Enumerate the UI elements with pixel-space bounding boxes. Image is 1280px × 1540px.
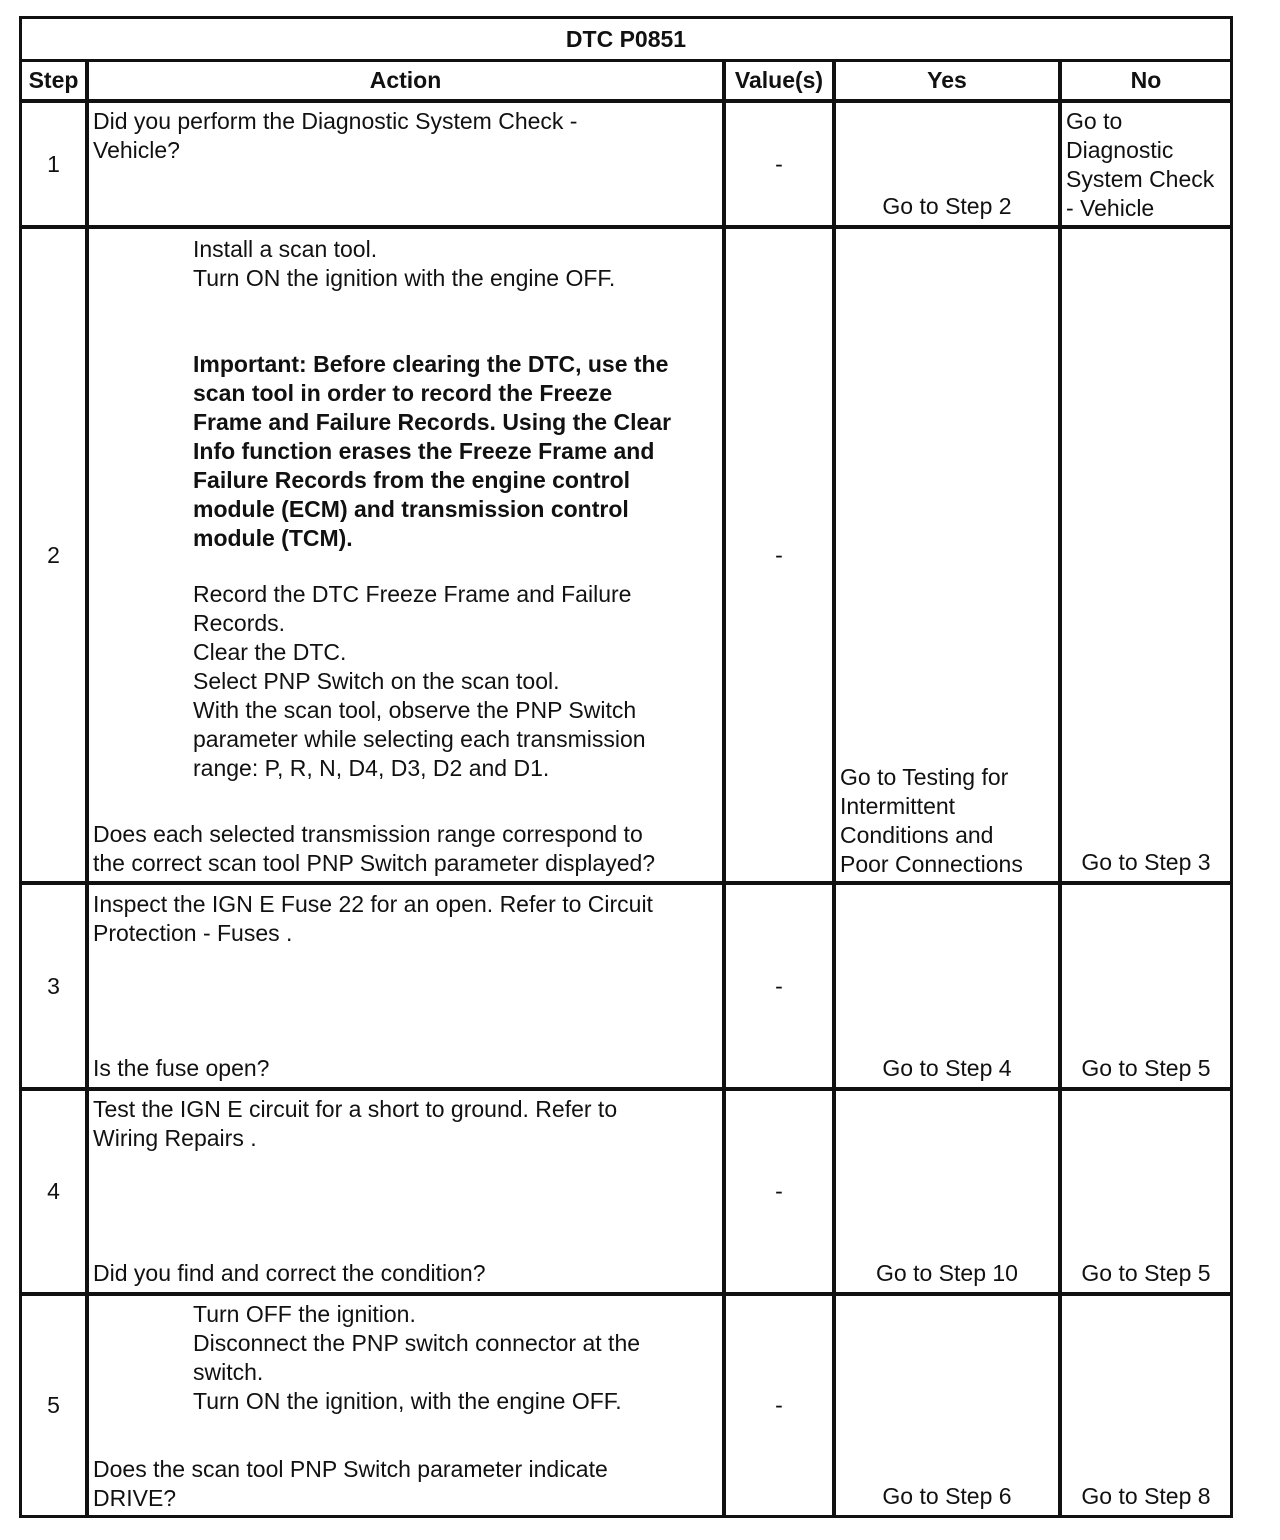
question-text: Did you find and correct the condition? — [93, 1260, 486, 1286]
yes-cell: Go to Step 2 — [882, 193, 1012, 219]
diagnostic-table — [19, 16, 1233, 1518]
step-number: 5 — [47, 1392, 60, 1418]
header-values: Value(s) — [734, 67, 824, 93]
question-text: Does each selected transmission range correspond to the correct scan tool PNP Switch parameter displayed? — [93, 821, 656, 876]
step-number: 3 — [47, 972, 60, 999]
action-steps: Turn OFF the ignition. Disconnect the PNP switch connector at the switch. Turn ON the ignition, with the engine OFF. — [193, 1301, 641, 1414]
yes-cell: Go to Step 10 — [876, 1260, 1018, 1286]
yes-cell: Go to Testing for Intermittent Conditions and Poor Connections — [840, 764, 1023, 877]
yes-cell: Go to Step 4 — [882, 1055, 1012, 1081]
header-yes: Yes — [927, 67, 967, 93]
yes-cell: Go to Step 6 — [882, 1483, 1012, 1509]
step-number: 2 — [47, 541, 60, 568]
value-cell: - — [775, 972, 783, 999]
no-cell: Go to Step 5 — [1081, 1055, 1211, 1081]
action-steps: Install a scan tool. Turn ON the ignition with the engine OFF. — [193, 236, 616, 291]
value-cell: - — [775, 1392, 783, 1418]
rule — [85, 60, 89, 1515]
important-note: Important: Before clearing the DTC, use the scan tool in order to record the Freeze Frame and Failure Records. Using the Clear Info function erases the Freeze Frame and Failure Records from the engine control module (ECM) and transmission control module (TCM). — [193, 351, 672, 551]
table-title: DTC P0851 — [565, 25, 687, 52]
step-number: 4 — [47, 1178, 60, 1204]
question-text: Is the fuse open? — [93, 1055, 270, 1081]
action-steps: Record the DTC Freeze Frame and Failure Records. Clear the DTC. Select PNP Switch on the scan tool. With the scan tool, observe the PNP Switch parameter while selecting each transmission range: P, R, N, D4, D3, D2 and D1. — [193, 581, 646, 781]
no-cell: Go to Step 3 — [1081, 849, 1211, 875]
value-cell: - — [775, 541, 783, 568]
rule — [22, 225, 1230, 229]
action-text: Did you perform the Diagnostic System Check - Vehicle? — [93, 108, 578, 163]
header-no: No — [1130, 67, 1162, 93]
action-text: Test the IGN E circuit for a short to ground. Refer to Wiring Repairs . — [93, 1096, 618, 1151]
value-cell: - — [775, 1178, 783, 1204]
question-text: Does the scan tool PNP Switch parameter indicate DRIVE? — [93, 1456, 608, 1511]
no-cell: Go to Step 8 — [1081, 1483, 1211, 1509]
no-cell: Go to Diagnostic System Check - Vehicle — [1066, 108, 1215, 221]
no-cell: Go to Step 5 — [1081, 1260, 1211, 1286]
header-step: Step — [28, 67, 79, 93]
action-text: Inspect the IGN E Fuse 22 for an open. Refer to Circuit Protection - Fuses . — [93, 891, 653, 946]
header-action: Action — [369, 67, 442, 93]
step-number: 1 — [47, 150, 60, 177]
value-cell: - — [775, 150, 783, 177]
